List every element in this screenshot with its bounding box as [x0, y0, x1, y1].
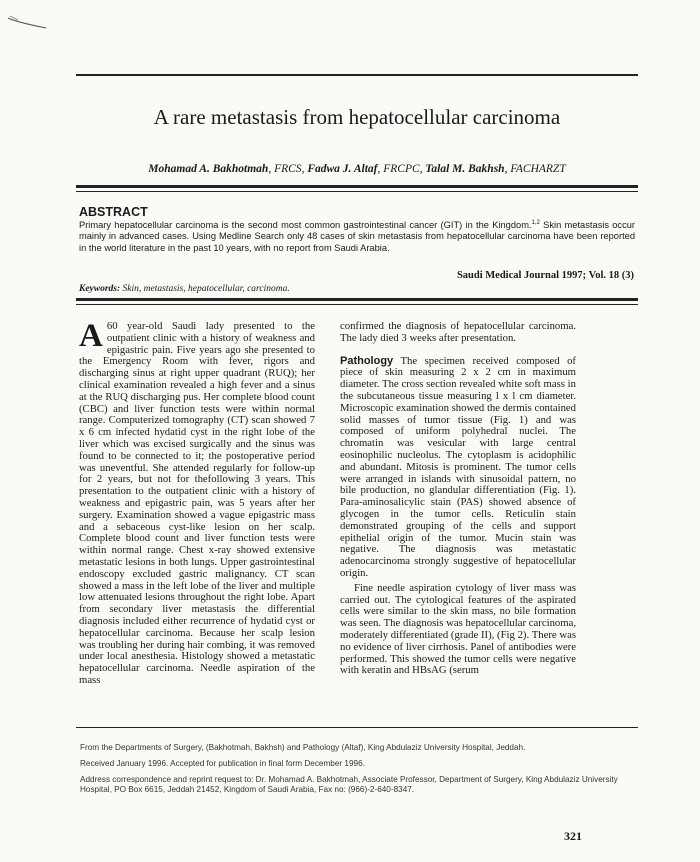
- footnote-rule: [76, 727, 638, 728]
- drop-cap: A: [79, 318, 103, 354]
- author-name: Talal M. Bakhsh: [425, 163, 505, 175]
- abstract-heading: ABSTRACT: [79, 205, 148, 219]
- pathology-paragraph: [340, 356, 576, 580]
- citation-superscript: 1,2: [531, 220, 540, 226]
- abstract-text-part1: Primary hepatocellular carcinoma is the second most common gastrointestinal cancer (GIT) in the Kingdom.: [79, 220, 532, 231]
- keywords-label: Keywords:: [79, 284, 121, 294]
- pathology-heading: Pathology: [340, 354, 394, 367]
- author-credential: FRCS: [274, 163, 302, 175]
- author-line: Mohamad A. Bakhotmah, FRCS, Fadwa J. Altaf, FRCPC, Talal M. Bakhsh, FACHARZT: [148, 163, 566, 175]
- intro-continued: confirmed the diagnosis of hepatocellular carcinoma. The lady died 3 weeks after presentation.: [340, 320, 576, 344]
- abstract-rule-thick: [76, 298, 638, 301]
- abstract-text-part2: Skin metastasis occur mainly in advanced cases. Using Medline Search only 48 cases of skin metastasis from hepatocellular carcinoma have been reported in the world literature in the past 10 years, with no report from Saudi Arabia.: [79, 220, 635, 253]
- intro-paragraph: [79, 318, 315, 687]
- author-name: Mohamad A. Bakhotmah: [148, 163, 269, 175]
- abstract-text: [79, 218, 635, 254]
- journal-reference: Saudi Medical Journal 1997; Vol. 18 (3): [456, 270, 634, 281]
- right-column: [340, 321, 576, 677]
- author-credential: FACHARZT: [510, 163, 566, 175]
- author-rule-thin: [76, 191, 638, 192]
- intro-text: 60 year-old Saudi lady presented to the outpatient clinic with a history of weakness and epigastric pain. Five years ago she presented to the Emergency Room with fever, rigors and discharging sinus at right upper quadrant (RUQ); her clinical examination revealed a high fever and a sinus at the RUQ discharging pus. Her complete blood count (CBC) and liver function tests were within normal range. Computerized tomography (CT) scan showed 7 x 6 cm infected hydatid cyst in the right lobe of the liver which was excised surgically and the sinus was found to be connected to it; the postoperative period was uneventful. She attended regularly for follow-up for 2 years, but not for thefollowing 3 years. This presentation to the outpatient clinic with a history of weakness and epigastric pain, was 5 years after her surgery. Examination showed a vague epigastric mass and a sebaceous cyst-like lesion on her scalp. Complete blood count and liver function tests were within normal range. Chest x-ray showed extensive metastatic lesions in both lungs. Upper gastrointestinal endoscopy excluded gastric malignancy. CT scan showed a mass in the left lobe of the liver and multiple low attenuated lesions throughout the right lobe. Apart from secondary liver metastasis the differential diagnosis included either recurrence of hydatid cyst or hepatocellular carcinoma. Because her scalp lesion was troubling her during hair combing, it was removed under local anesthesia. Histology showed a metastatic hepatocellular carcinoma. Needle aspiration of the mass: [79, 320, 315, 686]
- keywords-text: Skin, metastasis, hepatocellular, carcinoma.: [122, 284, 290, 294]
- article-title: A rare metastasis from hepatocellular carcinoma: [153, 105, 561, 129]
- footnote-received: Received January 1996. Accepted for publication in final form December 1996.: [80, 759, 365, 768]
- page-number: 321: [564, 829, 582, 843]
- footnote-departments: From the Departments of Surgery, (Bakhotmah, Bakhsh) and Pathology (Altaf), King Abdulaziz University Hospital, Jeddah.: [80, 743, 526, 752]
- abstract-rule-thin: [76, 304, 638, 305]
- author-credential: FRCPC: [383, 163, 420, 175]
- author-rule-thick: [76, 185, 638, 188]
- cytology-paragraph: Fine needle aspiration cytology of liver mass was carried out. The cytological features of the aspirated cells were similar to the skin mass, no bile formation was seen. The diagnosis was hepatocellular carcinoma, moderately differentiated (grade II), (Fig 2). There was no evidence of liver cirrhosis. Panel of antibodies were performed. This showed the tumor cells were negative with keratin and HBsAG (serum: [340, 581, 576, 677]
- scan-pen-mark-icon: [6, 14, 48, 30]
- pathology-text: The specimen received composed of piece of skin measuring 2 x 2 cm in maximum diameter. The cross section revealed white soft mass in the subcutaneous tissue measuring l x l cm diameter. Microscopic examination showed the dermis contained solid masses of tumor tissue (Fig. 1) and was composed of uniform polyhedral nuclei. The chromatin was vesicular with large central eosinophilic nucleolus. The cytoplasm is acidophilic and abundant. Mitosis is prominent. The tumor cells were arranged in islands with sinusoidal pattern, no bile production, no glandular differentiation (Fig. 1). Para-aminosalicylic stain (PAS) showed absence of glycogen in the tumor cells. Reticulin stain demonstrated grouping of the cells and support epithelial origin of the tumor. Mucin stain was negative. The diagnosis was metastatic adenocarcinoma strongly suggestive of hepatocellular origin.: [340, 354, 576, 579]
- footnote-correspondence: Address correspondence and reprint request to: Dr. Mohamad A. Bakhotmah, Associate Professor, Department of Surgery, King Abdulaziz University Hospital, PO Box 6615, Jeddah 21452, Kingdom of Saudi Arabia, Fax no: (966)-2-640-8347.: [80, 775, 618, 794]
- left-column: [79, 318, 315, 687]
- keywords: [79, 284, 290, 294]
- top-rule: [76, 74, 638, 76]
- author-name: Fadwa J. Altaf: [307, 163, 378, 175]
